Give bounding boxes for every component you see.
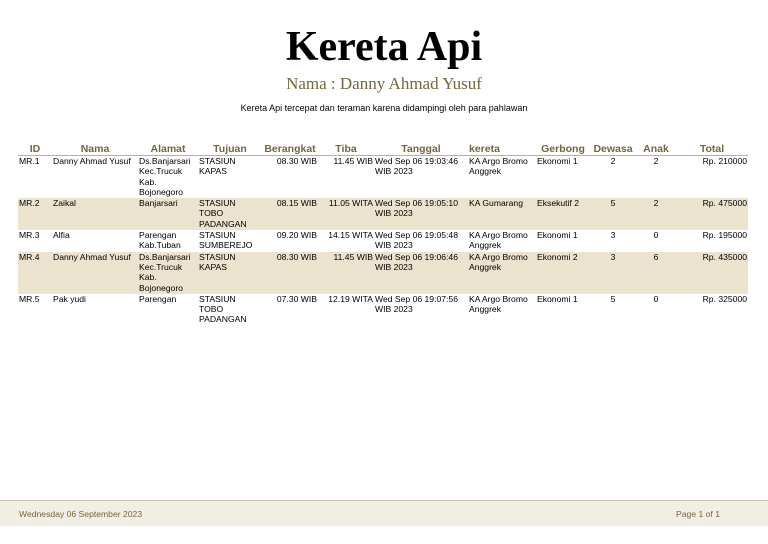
cell-tanggal: Wed Sep 06 19:05:10 WIB 2023: [374, 198, 468, 230]
cell-alamat: Parengan: [139, 293, 177, 304]
cell-tujuan: STASIUN TOBO PADANGAN: [199, 293, 247, 325]
cell-berangkat: 07.30 WIB: [276, 293, 317, 304]
cell-nama: Pak yudi: [53, 293, 86, 304]
cell-anak: 2: [653, 156, 659, 166]
cell-tiba: 11.05 WITA: [318, 198, 374, 230]
col-header-anak: Anak: [636, 140, 676, 156]
cell-dewasa: 5: [610, 293, 616, 304]
cell-tiba: 11.45 WIB: [333, 156, 373, 166]
cell-gerbong: Eksekutif 2: [536, 198, 590, 230]
cell-dewasa: 5: [590, 198, 636, 230]
cell-anak: 0: [653, 230, 659, 241]
cell-anak: 0: [653, 293, 659, 304]
table-row: [18, 252, 748, 294]
cell-id: MR.4: [18, 252, 52, 294]
cell-dewasa: 3: [590, 252, 636, 294]
footer-page-number: Page 1 of 1: [676, 509, 720, 519]
cell-alamat: Parengan Kab.Tuban: [139, 230, 181, 251]
cell-anak: 6: [636, 252, 676, 294]
footer-date: Wednesday 06 September 2023: [19, 509, 143, 519]
cell-nama: Alfia: [53, 230, 70, 241]
table-row: [18, 230, 748, 252]
cell-dewasa: 3: [610, 230, 616, 241]
cell-berangkat: 09.20 WIB: [276, 230, 317, 241]
col-header-id: ID: [18, 140, 52, 156]
report-tagline: Kereta Api tercepat dan teraman karena didampingi oleh para pahlawan: [240, 103, 528, 113]
cell-tanggal: Wed Sep 06 19:07:56 WIB 2023: [375, 293, 458, 315]
table-row: [18, 156, 748, 199]
cell-gerbong: Ekonomi 1: [537, 230, 578, 241]
report-subtitle: Nama : Danny Ahmad Yusuf: [286, 74, 482, 93]
cell-tanggal: Wed Sep 06 19:05:48 WIB 2023: [375, 230, 458, 251]
cell-gerbong: Ekonomi 2: [536, 252, 590, 294]
cell-tanggal: Wed Sep 06 19:06:46 WIB 2023: [374, 252, 468, 294]
cell-total: Rp. 195000: [702, 230, 747, 241]
cell-total: Rp. 435000: [676, 252, 748, 294]
cell-kereta: KA Gumarang: [468, 198, 536, 230]
cell-kereta: KA Argo Bromo Anggrek: [468, 252, 536, 294]
cell-id: MR.5: [19, 293, 40, 304]
cell-tanggal: Wed Sep 06 19:03:46 WIB 2023: [375, 156, 458, 177]
cell-nama: Zaikal: [52, 198, 138, 230]
booking-table: [18, 140, 748, 326]
cell-tujuan: STASIUN TOBO PADANGAN: [198, 198, 262, 230]
cell-tujuan: STASIUN KAPAS: [199, 156, 236, 177]
col-header-tujuan: Tujuan: [198, 140, 262, 156]
table-row: [18, 198, 748, 230]
cell-berangkat: 08.30 WIB: [276, 156, 317, 166]
cell-berangkat: 08.30 WIB: [262, 252, 318, 294]
cell-tujuan: STASIUN KAPAS: [198, 252, 262, 294]
col-header-total: Total: [676, 140, 748, 156]
table-row: [18, 294, 748, 326]
col-header-berangkat: Berangkat: [262, 140, 318, 156]
table-header-row: [18, 140, 748, 156]
cell-gerbong: Ekonomi 1: [537, 293, 578, 304]
col-header-tiba: Tiba: [318, 140, 374, 156]
cell-total: Rp. 475000: [676, 198, 748, 230]
cell-tiba: 14.15 WITA: [328, 230, 373, 241]
cell-alamat: Ds.Banjarsari Kec.Trucuk Kab. Bojonegoro: [139, 156, 191, 197]
cell-total: Rp. 210000: [702, 156, 747, 166]
cell-tiba: 12.19 WITA: [328, 293, 373, 304]
cell-kereta: KA Argo Bromo Anggrek: [469, 230, 528, 251]
cell-id: MR.1: [19, 156, 40, 166]
cell-gerbong: Ekonomi 1: [537, 156, 578, 166]
cell-berangkat: 08.15 WIB: [262, 198, 318, 230]
col-header-tanggal: Tanggal: [374, 140, 468, 156]
cell-dewasa: 2: [610, 156, 616, 166]
cell-id: MR.3: [19, 230, 40, 241]
col-header-dewasa: Dewasa: [590, 140, 636, 156]
cell-alamat: Ds.Banjarsari Kec.Trucuk Kab. Bojonegoro: [138, 252, 198, 294]
cell-anak: 2: [636, 198, 676, 230]
cell-total: Rp. 325000: [702, 293, 747, 304]
cell-id: MR.2: [18, 198, 52, 230]
cell-kereta: KA Argo Bromo Anggrek: [469, 156, 528, 177]
page-footer: [0, 500, 768, 526]
col-header-kereta: kereta: [468, 140, 536, 156]
cell-alamat: Banjarsari: [138, 198, 198, 230]
col-header-gerbong: Gerbong: [536, 140, 590, 156]
cell-nama: Danny Ahmad Yusuf: [53, 156, 131, 166]
cell-nama: Danny Ahmad Yusuf: [52, 252, 138, 294]
col-header-nama: Nama: [52, 140, 138, 156]
cell-kereta: KA Argo Bromo Anggrek: [469, 293, 528, 315]
report-title: Kereta Api: [285, 24, 483, 70]
cell-tujuan: STASIUN SUMBEREJO: [199, 230, 253, 251]
col-header-alamat: Alamat: [138, 140, 198, 156]
cell-tiba: 11.45 WIB: [318, 252, 374, 294]
